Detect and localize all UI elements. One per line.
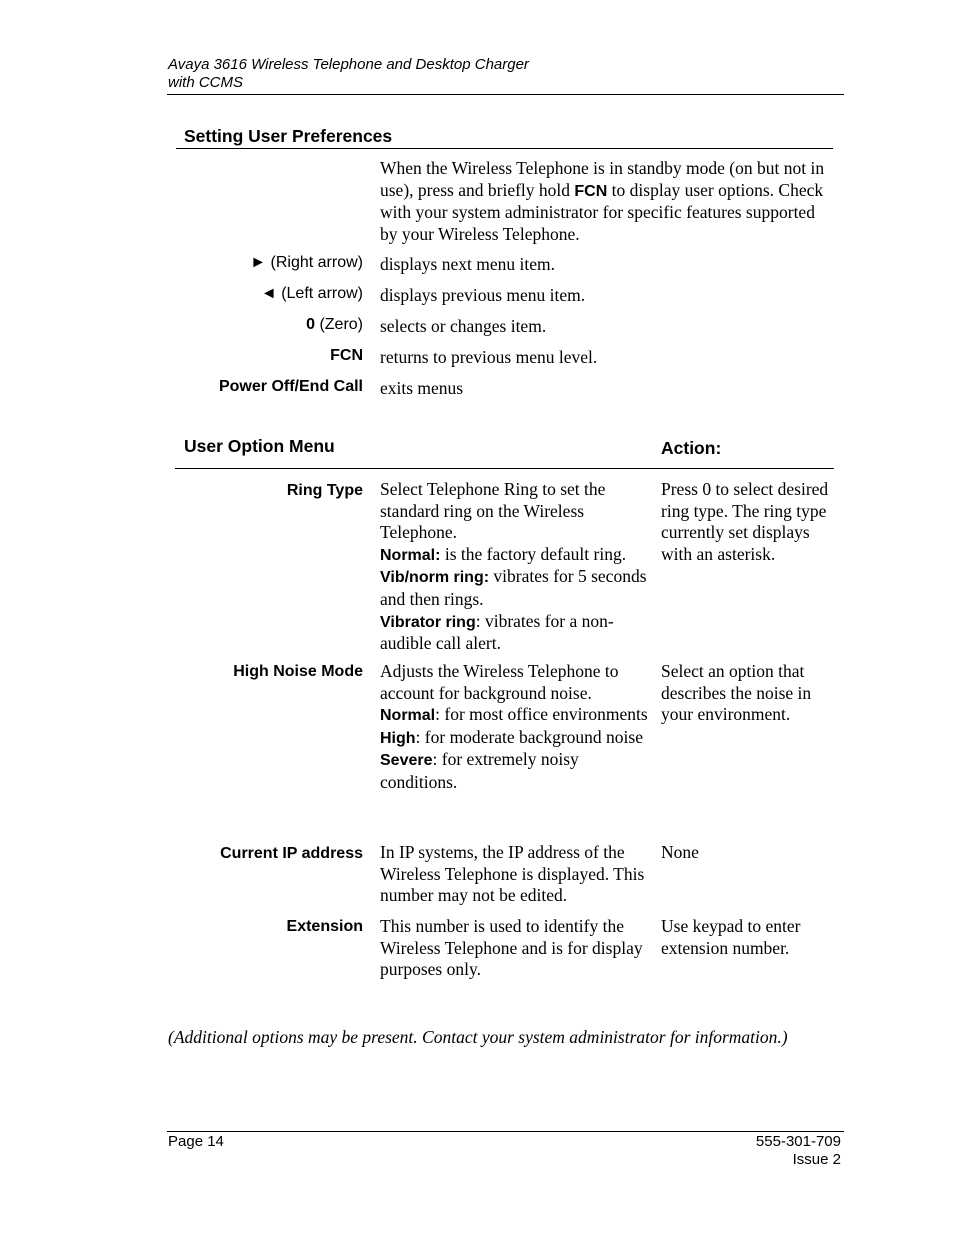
document-info: [756, 1133, 841, 1169]
description-item: [380, 611, 650, 655]
description-item: [380, 566, 650, 610]
fcn-key-label: FCN: [330, 347, 363, 364]
description-item: [380, 749, 650, 793]
option-description-extension: [380, 916, 650, 981]
item-term: Normal:: [380, 546, 441, 564]
description-item: [380, 727, 650, 750]
option-action-current-ip-address: None: [661, 842, 699, 862]
description-intro: Adjusts the Wireless Telephone to account for background noise.: [380, 661, 619, 703]
option-description-high-noise-mode: [380, 661, 650, 794]
key-description: exits menus: [380, 378, 464, 398]
option-action-extension: Use keypad to enter extension number.: [661, 916, 801, 958]
header-subtitle: with CCMS: [168, 74, 244, 91]
issue-number: Issue 2: [792, 1151, 841, 1168]
table-divider: [175, 468, 834, 469]
key-label: [306, 315, 363, 335]
intro-fcn-key: FCN: [574, 182, 608, 200]
header-title: Avaya 3616 Wireless Telephone and Desktop Charger: [168, 56, 529, 73]
footer-divider: [167, 1131, 844, 1132]
running-header: [168, 56, 529, 92]
key-label: [261, 284, 363, 304]
item-term: Vib/norm ring:: [380, 569, 490, 587]
option-description-ring-type: [380, 479, 650, 655]
left-arrow-key-label: ◄ (Left arrow): [260, 285, 363, 302]
key-description: displays previous menu item.: [380, 285, 586, 305]
power-off-key-label: Power Off/End Call: [218, 378, 363, 395]
key-label: [330, 346, 363, 366]
item-text: : for moderate background noise: [415, 726, 643, 747]
item-text: : for most office environments: [435, 704, 648, 725]
item-text: : for extremely noisy conditions.: [380, 749, 579, 792]
additional-options-note: (Additional options may be present. Contact your system administrator for information.): [168, 1027, 788, 1047]
key-description: returns to previous menu level.: [380, 347, 598, 367]
intro-text-after: to display user options. Check with your system administrator for specific features supported by your Wireless Telephone.: [380, 179, 824, 244]
item-text: is the factory default ring.: [440, 543, 627, 564]
zero-key-label: (Zero): [315, 316, 363, 333]
description-intro: This number is used to identify the Wireless Telephone and is for display purposes only.: [380, 916, 643, 980]
table-header-action: Action:: [661, 438, 722, 458]
zero-key-glyph: 0: [306, 316, 315, 333]
item-term: Normal: [380, 707, 436, 725]
page-number: Page 14: [168, 1133, 224, 1150]
option-label-high-noise-mode: High Noise Mode: [233, 663, 363, 680]
intro-text-before: When the Wireless Telephone is in standby mode (on but not in use), press and briefly hold: [380, 158, 825, 200]
option-action-ring-type: Press 0 to select desired ring type. The ring type currently set displays with an asterisk.: [661, 479, 829, 564]
right-arrow-key-label: ► (Right arrow): [250, 254, 363, 271]
option-label-ring-type: Ring Type: [286, 482, 363, 499]
description-item: [380, 704, 650, 727]
key-description: displays next menu item.: [380, 254, 555, 274]
key-label: [250, 253, 363, 273]
item-text: vibrates for 5 seconds and then rings.: [380, 566, 647, 609]
document-number: 555-301-709: [755, 1133, 841, 1150]
key-description: selects or changes item.: [380, 316, 547, 336]
item-term: Severe: [380, 752, 433, 770]
intro-paragraph: [380, 158, 830, 245]
section-title: Setting User Preferences: [184, 126, 393, 146]
header-divider: [167, 94, 844, 95]
description-intro: Select Telephone Ring to set the standard ring on the Wireless Telephone.: [380, 479, 606, 543]
item-term: High: [380, 729, 416, 747]
option-label-extension: Extension: [286, 918, 363, 935]
item-term: Vibrator ring: [380, 613, 476, 631]
description-item: [380, 544, 650, 567]
option-action-high-noise-mode: Select an option that describes the noise in your environment.: [661, 661, 812, 725]
section-divider: [176, 148, 833, 149]
key-label: [219, 377, 363, 397]
table-header-option: User Option Menu: [184, 436, 335, 456]
description-intro: In IP systems, the IP address of the Wireless Telephone is displayed. This number may not be edited.: [380, 842, 645, 906]
option-description-current-ip-address: [380, 842, 650, 907]
item-text: : vibrates for a non-audible call alert.: [380, 610, 614, 654]
option-label-current-ip-address: Current IP address: [220, 845, 363, 862]
